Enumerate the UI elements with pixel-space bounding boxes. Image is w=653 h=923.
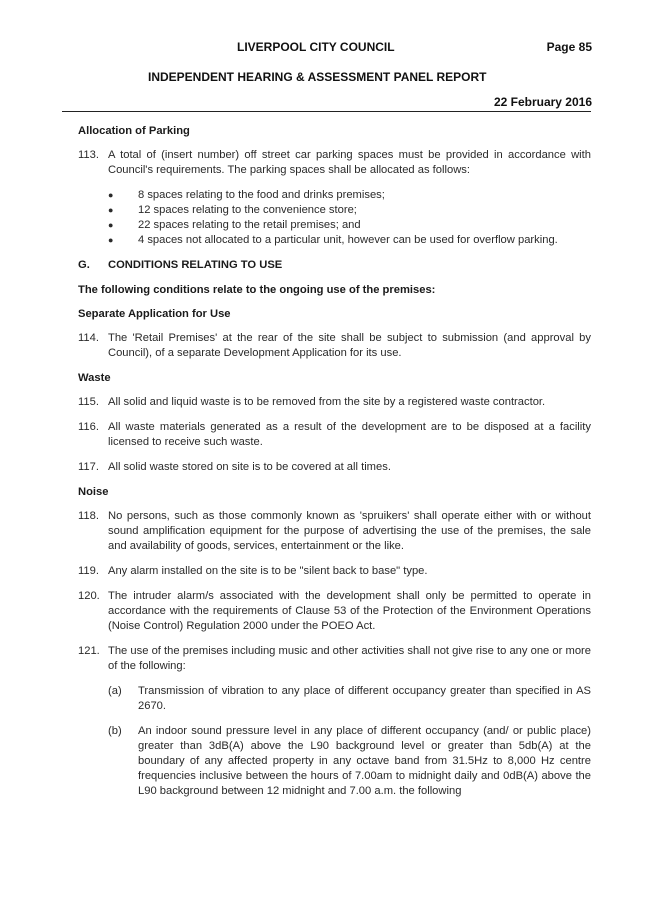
- condition-item: [78, 148, 591, 178]
- section-letter: G.: [78, 259, 90, 271]
- header-report-title: INDEPENDENT HEARING & ASSESSMENT PANEL REPORT: [148, 70, 487, 84]
- condition-text: The use of the premises including music and other activities shall not give rise to any one or more of the following:: [108, 645, 591, 672]
- list-item-text: 22 spaces relating to the retail premises; and: [138, 219, 361, 231]
- heading-waste: Waste: [78, 372, 111, 384]
- condition-number: 115.: [78, 396, 99, 408]
- section-title: CONDITIONS RELATING TO USE: [108, 259, 283, 271]
- heading-noise: Noise: [78, 486, 109, 498]
- heading-separate-application: Separate Application for Use: [78, 308, 231, 320]
- condition-item: [78, 331, 591, 361]
- condition-item: [78, 509, 591, 554]
- bullet-icon: ●: [108, 235, 114, 245]
- condition-number: 120.: [78, 590, 100, 602]
- list-item: [108, 203, 591, 218]
- condition-text: All waste materials generated as a result of the development are to be disposed at a facility licensed to receive such waste.: [108, 421, 591, 448]
- subitem-text: Transmission of vibration to any place of different occupancy greater than specified in AS 2670.: [138, 685, 591, 712]
- condition-subitem: [108, 684, 591, 714]
- list-item-text: 4 spaces not allocated to a particular unit, however can be used for overflow parking.: [138, 234, 558, 246]
- condition-number: 118.: [78, 510, 99, 522]
- document-body: [78, 124, 591, 809]
- list-item: [108, 218, 591, 233]
- condition-number: 113.: [78, 149, 99, 161]
- condition-text: The intruder alarm/s associated with the development shall only be permitted to operate in accordance with the requirements of Clause 53 of the Protection of the Environment Operations (Noise Control) Regulation 2000 under the POEO Act.: [108, 590, 591, 632]
- list-item: [108, 233, 591, 248]
- header-divider: [62, 111, 591, 112]
- condition-text: The 'Retail Premises' at the rear of the site shall be subject to submission (and approval by Council), of a separate Development Application for its use.: [108, 332, 591, 359]
- condition-number: 119.: [78, 565, 99, 577]
- condition-item: [78, 644, 591, 674]
- heading-allocation-of-parking: Allocation of Parking: [78, 125, 190, 137]
- condition-number: 114.: [78, 332, 99, 344]
- condition-number: 116.: [78, 421, 99, 433]
- subitem-label: (a): [108, 685, 122, 697]
- condition-item: [78, 589, 591, 634]
- header-date: 22 February 2016: [493, 95, 592, 109]
- condition-text: Any alarm installed on the site is to be "silent back to base" type.: [108, 565, 428, 577]
- condition-item: [78, 564, 591, 579]
- bullet-icon: ●: [108, 190, 114, 200]
- condition-number: 117.: [78, 461, 99, 473]
- condition-number: 121.: [78, 645, 100, 657]
- subitem-label: (b): [108, 725, 122, 737]
- list-item-text: 12 spaces relating to the convenience store;: [138, 204, 357, 216]
- list-item-text: 8 spaces relating to the food and drinks premises;: [138, 189, 385, 201]
- condition-item: [78, 460, 591, 475]
- bullet-icon: ●: [108, 220, 114, 230]
- condition-text: All solid and liquid waste is to be removed from the site by a registered waste contractor.: [108, 396, 546, 408]
- condition-text: No persons, such as those commonly known as 'spruikers' shall operate either with or without sound amplification equipment for the purpose of advertising the use of the premises, the sale and availability of goods, services, entertainment or the like.: [108, 510, 591, 552]
- header-council: LIVERPOOL CITY COUNCIL: [237, 40, 395, 54]
- parking-allocation-list: [108, 188, 591, 248]
- header-page-number: Page 85: [546, 40, 592, 54]
- list-item: [108, 188, 591, 203]
- intro-heading: The following conditions relate to the ongoing use of the premises:: [78, 284, 436, 296]
- condition-item: [78, 420, 591, 450]
- condition-subitem: [108, 724, 591, 799]
- bullet-icon: ●: [108, 205, 114, 215]
- subitem-text: An indoor sound pressure level in any place of different occupancy (and/ or public place) greater than 3dB(A) above the L90 background level or greater than 5db(A) at the boundary of any affected property in any octave band from 31.5Hz to 8,000 Hz centre frequencies inclusive between the hours of 7.00am to midnight daily and 0dB(A) above the L90 background between 12 midnight and 7.00 a.m. the following: [138, 725, 591, 797]
- condition-text: A total of (insert number) off street car parking spaces must be provided in accordance with Council's requirements. The parking spaces shall be allocated as follows:: [108, 149, 591, 176]
- condition-item: [78, 395, 591, 410]
- section-g-heading: [78, 258, 591, 273]
- condition-text: All solid waste stored on site is to be covered at all times.: [108, 461, 391, 473]
